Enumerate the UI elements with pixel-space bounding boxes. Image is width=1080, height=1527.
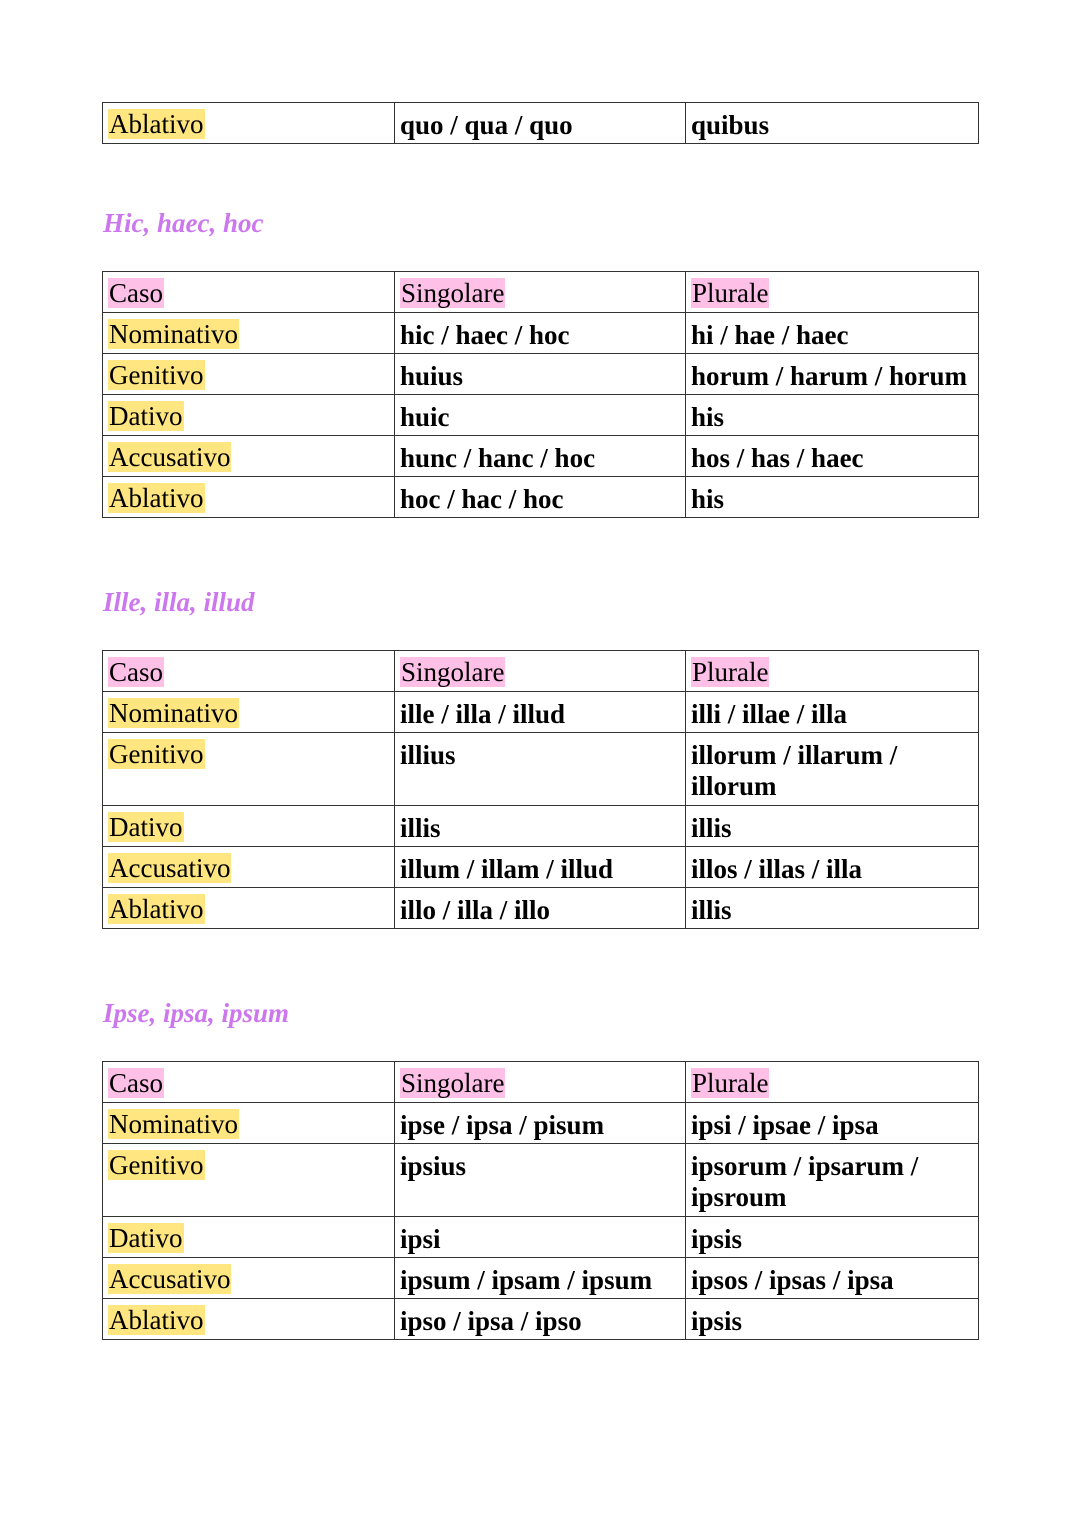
table-header-row (103, 651, 979, 692)
plural-cell: his (686, 477, 979, 518)
case-label: Accusativo (109, 442, 231, 472)
case-cell (103, 847, 395, 888)
plural-cell: ipsis (686, 1299, 979, 1340)
plural-cell: hos / has / haec (686, 436, 979, 477)
header-singular-label: Singolare (401, 278, 505, 308)
case-label: Accusativo (109, 853, 231, 883)
header-plural-cell (686, 1062, 979, 1103)
header-plural-label: Plurale (692, 278, 769, 308)
singular-cell: illis (395, 806, 686, 847)
case-cell (103, 1144, 395, 1217)
table-row (103, 733, 979, 806)
case-label: Dativo (109, 812, 183, 842)
singular-cell: illum / illam / illud (395, 847, 686, 888)
case-cell (103, 1258, 395, 1299)
header-singular-cell (395, 651, 686, 692)
case-label: Genitivo (109, 1150, 204, 1180)
plural-cell: ipsis (686, 1217, 979, 1258)
singular-cell: ille / illa / illud (395, 692, 686, 733)
header-case-label: Caso (109, 278, 163, 308)
header-plural-cell (686, 272, 979, 313)
plural-cell: ipsos / ipsas / ipsa (686, 1258, 979, 1299)
case-label: Genitivo (109, 360, 204, 390)
plural-cell: illis (686, 888, 979, 929)
case-label: Dativo (109, 401, 183, 431)
header-singular-cell (395, 272, 686, 313)
section-title-ille: Ille, illa, illud (103, 587, 255, 617)
singular-cell: hunc / hanc / hoc (395, 436, 686, 477)
case-label: Ablativo (109, 109, 204, 139)
table-row (103, 103, 979, 144)
singular-cell: ipso / ipsa / ipso (395, 1299, 686, 1340)
table-row (103, 888, 979, 929)
header-case-cell (103, 1062, 395, 1103)
case-label: Ablativo (109, 1305, 204, 1335)
section-title-hic: Hic, haec, hoc (103, 208, 264, 238)
case-cell (103, 436, 395, 477)
table-row (103, 1103, 979, 1144)
case-cell (103, 103, 395, 144)
case-cell (103, 395, 395, 436)
singular-cell: quo / qua / quo (395, 103, 686, 144)
singular-cell: hic / haec / hoc (395, 313, 686, 354)
plural-cell: illos / illas / illa (686, 847, 979, 888)
case-cell (103, 313, 395, 354)
table-row (103, 1299, 979, 1340)
case-cell (103, 806, 395, 847)
table-row (103, 1217, 979, 1258)
header-case-cell (103, 272, 395, 313)
case-cell (103, 1103, 395, 1144)
case-cell (103, 354, 395, 395)
case-label: Dativo (109, 1223, 183, 1253)
plural-cell: ipsi / ipsae / ipsa (686, 1103, 979, 1144)
plural-cell: horum / harum / horum (686, 354, 979, 395)
singular-cell: hoc / hac / hoc (395, 477, 686, 518)
table-row (103, 477, 979, 518)
case-cell (103, 1217, 395, 1258)
table-row (103, 436, 979, 477)
case-label: Accusativo (109, 1264, 231, 1294)
singular-cell: ipsum / ipsam / ipsum (395, 1258, 686, 1299)
case-label: Nominativo (109, 319, 238, 349)
header-plural-label: Plurale (692, 657, 769, 687)
singular-cell: huic (395, 395, 686, 436)
case-label: Ablativo (109, 894, 204, 924)
qui-quae-quod-table-fragment (102, 102, 979, 144)
header-singular-cell (395, 1062, 686, 1103)
table-row (103, 1258, 979, 1299)
singular-cell: huius (395, 354, 686, 395)
case-cell (103, 888, 395, 929)
plural-cell: his (686, 395, 979, 436)
ipse-ipsa-ipsum-table (102, 1061, 979, 1340)
header-case-label: Caso (109, 1068, 163, 1098)
singular-cell: ipse / ipsa / pisum (395, 1103, 686, 1144)
table-row (103, 1144, 979, 1217)
header-case-label: Caso (109, 657, 163, 687)
table-row (103, 692, 979, 733)
case-label: Nominativo (109, 1109, 238, 1139)
table-row (103, 313, 979, 354)
case-label: Nominativo (109, 698, 238, 728)
plural-cell: illi / illae / illa (686, 692, 979, 733)
header-plural-label: Plurale (692, 1068, 769, 1098)
singular-cell: illius (395, 733, 686, 806)
section-title-ipse: Ipse, ipsa, ipsum (103, 998, 290, 1028)
case-label: Genitivo (109, 739, 204, 769)
singular-cell: ipsi (395, 1217, 686, 1258)
plural-cell: illis (686, 806, 979, 847)
table-row (103, 354, 979, 395)
table-row (103, 847, 979, 888)
case-label: Ablativo (109, 483, 204, 513)
plural-cell: illorum / illarum / illorum (686, 733, 979, 806)
singular-cell: ipsius (395, 1144, 686, 1217)
plural-cell: hi / hae / haec (686, 313, 979, 354)
singular-cell: illo / illa / illo (395, 888, 686, 929)
plural-cell: ipsorum / ipsarum / ipsroum (686, 1144, 979, 1217)
case-cell (103, 692, 395, 733)
header-singular-label: Singolare (401, 1068, 505, 1098)
ille-illa-illud-table (102, 650, 979, 929)
case-cell (103, 1299, 395, 1340)
header-plural-cell (686, 651, 979, 692)
plural-cell: quibus (686, 103, 979, 144)
header-case-cell (103, 651, 395, 692)
hic-haec-hoc-table (102, 271, 979, 518)
table-row (103, 806, 979, 847)
header-singular-label: Singolare (401, 657, 505, 687)
table-header-row (103, 272, 979, 313)
table-row (103, 395, 979, 436)
table-header-row (103, 1062, 979, 1103)
case-cell (103, 477, 395, 518)
case-cell (103, 733, 395, 806)
